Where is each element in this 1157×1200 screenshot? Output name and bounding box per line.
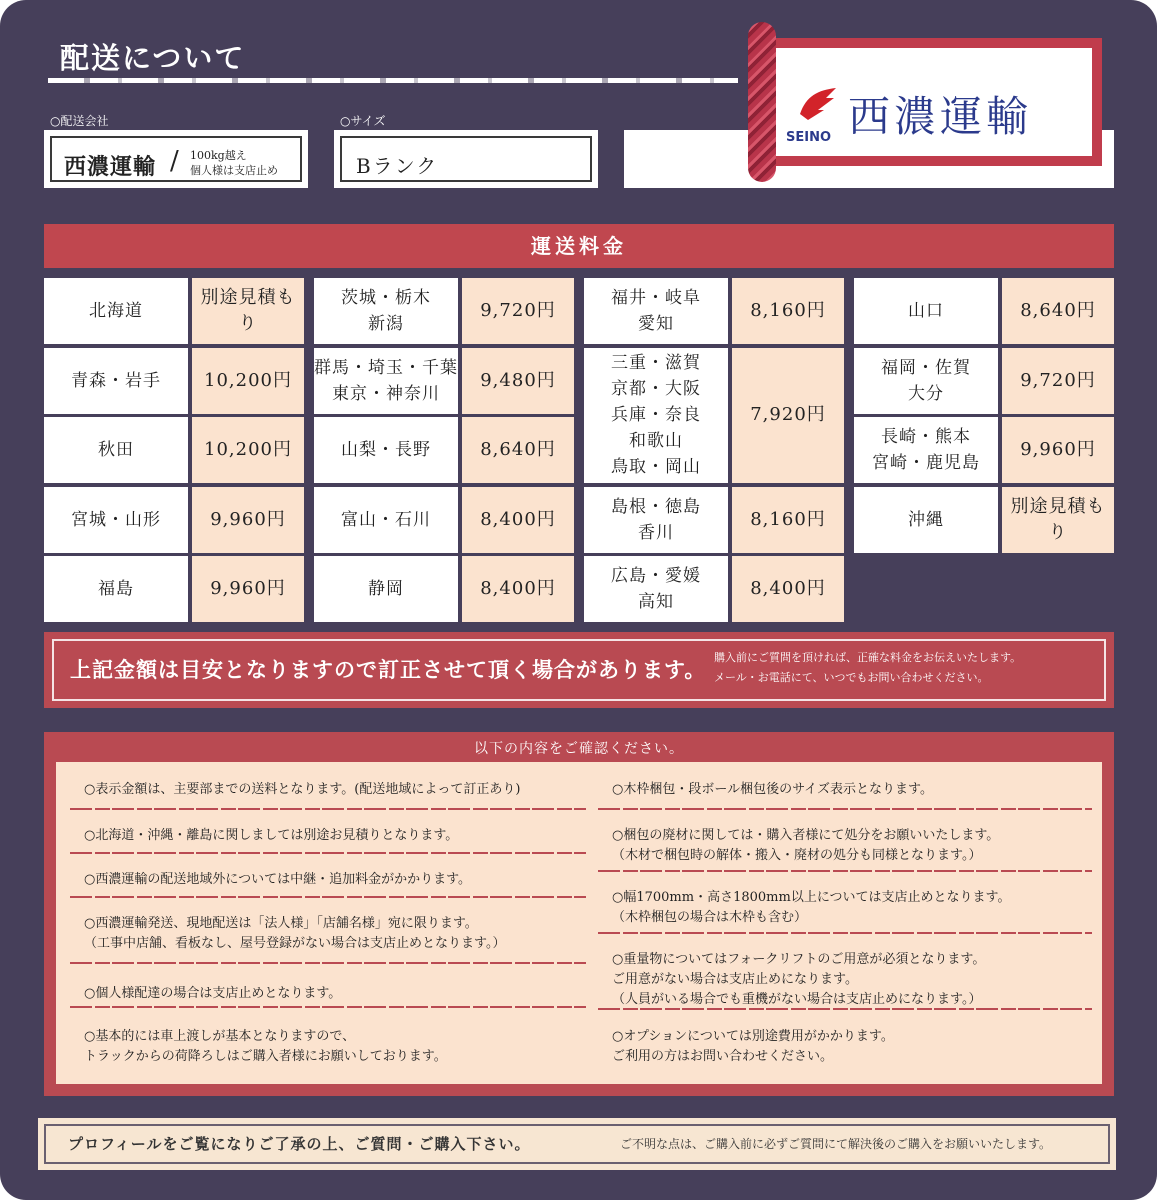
confirm-divider xyxy=(598,808,1092,810)
confirm-item: ○幅1700mm・高さ1800mm以上については支店止めとなります。 （木枠梱包の場合は木枠も含む） xyxy=(612,890,1011,925)
company-label: ○配送会社 xyxy=(50,114,109,128)
confirm-item: ○梱包の廃材に関しては・購入者様にて処分をお願いいたします。 （木材で梱包時の解体・搬入・廃材の処分も同様となります。） xyxy=(612,828,1000,863)
logo-brand-jp: 西濃運輸 xyxy=(848,92,1033,141)
rate-price-cell: 9,720円 xyxy=(462,278,574,344)
logo-brand-en: SEINO xyxy=(786,130,832,145)
confirm-divider xyxy=(70,1006,586,1008)
confirm-item: ○西濃運輸の配送地域外については中継・追加料金がかかります。 xyxy=(84,872,472,887)
rate-price-cell: 10,200円 xyxy=(192,348,304,414)
rate-region-cell: 三重・滋賀 京都・大阪 兵庫・奈良 和歌山 鳥取・岡山 xyxy=(584,348,728,484)
confirm-title: 以下の内容をご確認ください。 xyxy=(474,741,684,757)
rate-price-cell: 7,920円 xyxy=(732,348,844,484)
rate-price-cell: 9,480円 xyxy=(462,348,574,414)
rate-price-cell: 8,160円 xyxy=(732,278,844,344)
size-field-frame xyxy=(340,136,592,182)
rate-price-cell: 9,960円 xyxy=(192,487,304,553)
footer-sub: ご不明な点は、ご購入前に必ずご質問にて解決後のご購入をお願いいたします。 xyxy=(620,1137,1052,1151)
rate-region-cell: 島根・徳島 香川 xyxy=(584,487,728,553)
logo-scroll xyxy=(748,22,1113,182)
rate-region-cell: 静岡 xyxy=(314,556,458,622)
confirm-item: ○オプションについては別途費用がかかります。 ご利用の方はお問い合わせください。 xyxy=(612,1029,894,1064)
scroll-paper xyxy=(762,38,1102,166)
rate-price-cell: 9,960円 xyxy=(192,556,304,622)
confirm-section xyxy=(44,732,1114,1096)
company-field-frame xyxy=(50,136,302,182)
rate-region-cell: 青森・岩手 xyxy=(44,348,188,414)
seino-kangaroo-icon xyxy=(796,84,840,124)
rate-price-cell: 8,640円 xyxy=(462,417,574,483)
rate-region-cell: 群馬・埼玉・千葉 東京・神奈川 xyxy=(314,348,458,414)
confirm-divider xyxy=(598,1008,1092,1010)
rate-region-cell: 福井・岐阜 愛知 xyxy=(584,278,728,344)
title-underline xyxy=(48,78,738,83)
rate-table-title: 運送料金 xyxy=(44,224,1114,268)
rate-region-cell: 山口 xyxy=(854,278,998,344)
confirm-item: ○木枠梱包・段ボール梱包後のサイズ表示となります。 xyxy=(612,782,934,797)
confirm-item: ○北海道・沖縄・離島に関しましては別途お見積りとなります。 xyxy=(84,828,459,843)
notice-main: 上記金額は目安となりますので訂正させて頂く場合があります。 xyxy=(70,657,707,682)
rate-region-cell: 富山・石川 xyxy=(314,487,458,553)
confirm-item: ○基本的には車上渡しが基本となりますので、 トラックからの荷降ろしはご購入者様にお願いしております。 xyxy=(84,1029,447,1064)
rate-region-cell: 沖縄 xyxy=(854,487,998,553)
rate-price-cell: 9,720円 xyxy=(1002,348,1114,414)
size-value: Bランク xyxy=(356,154,439,178)
rate-region-cell: 広島・愛媛 高知 xyxy=(584,556,728,622)
confirm-divider xyxy=(598,932,1092,934)
confirm-item: ○重量物についてはフォークリフトのご用意が必須となります。 ご用意がない場合は支店止めになります。 （人員がいる場合でも重機がない場合は支店止めになります。） xyxy=(612,952,986,1007)
company-field xyxy=(44,130,308,188)
scroll-paper-inner xyxy=(772,48,1092,156)
rate-region-cell: 宮城・山形 xyxy=(44,487,188,553)
size-label: ○サイズ xyxy=(340,114,386,128)
rate-price-cell: 8,400円 xyxy=(462,556,574,622)
rate-region-cell: 北海道 xyxy=(44,278,188,344)
rate-price-cell: 8,400円 xyxy=(462,487,574,553)
rate-price-cell: 別途見積もり xyxy=(192,278,304,344)
confirm-divider xyxy=(70,808,586,810)
confirm-item: ○表示金額は、主要部までの送料となります。(配送地域によって訂正あり) xyxy=(84,782,521,797)
rate-region-cell: 長崎・熊本 宮崎・鹿児島 xyxy=(854,417,998,483)
notice-sub: 購入前にご質問を頂ければ、正確な料金をお伝えいたします。 メール・お電話にて、いつでもお問い合わせください。 xyxy=(714,651,1022,684)
rate-price-cell: 10,200円 xyxy=(192,417,304,483)
confirm-divider xyxy=(598,870,1092,872)
company-name: 西濃運輸 xyxy=(64,154,157,180)
confirm-item: ○西濃運輸発送、現地配送は「法人様」「店舗名様」宛に限ります。 （工事中店舗、看板なし、屋号登録がない場合は支店止めとなります。） xyxy=(84,916,506,951)
confirm-divider xyxy=(70,962,586,964)
scroll-roll xyxy=(748,22,776,182)
rate-region-cell: 茨城・栃木 新潟 xyxy=(314,278,458,344)
rate-region-cell: 福岡・佐賀 大分 xyxy=(854,348,998,414)
rate-price-cell: 9,960円 xyxy=(1002,417,1114,483)
confirm-body xyxy=(56,762,1102,1084)
rate-region-cell: 秋田 xyxy=(44,417,188,483)
confirm-divider xyxy=(70,896,586,898)
confirm-divider xyxy=(70,852,586,854)
footer-main: プロフィールをご覧になりご了承の上、ご質問・ご購入下さい。 xyxy=(68,1135,531,1153)
rate-region-cell: 福島 xyxy=(44,556,188,622)
page-title: 配送について xyxy=(60,41,246,75)
footer-banner xyxy=(38,1118,1116,1170)
company-slash: / xyxy=(170,146,179,176)
rate-price-cell: 8,640円 xyxy=(1002,278,1114,344)
company-note: 100kg越え 個人様は支店止め xyxy=(190,149,278,177)
rate-price-cell: 8,400円 xyxy=(732,556,844,622)
rate-price-cell: 別途見積もり xyxy=(1002,487,1114,553)
confirm-item: ○個人様配達の場合は支店止めとなります。 xyxy=(84,986,342,1001)
rate-region-cell: 山梨・長野 xyxy=(314,417,458,483)
rate-price-cell: 8,160円 xyxy=(732,487,844,553)
notice-banner xyxy=(44,632,1114,708)
size-field xyxy=(334,130,598,188)
